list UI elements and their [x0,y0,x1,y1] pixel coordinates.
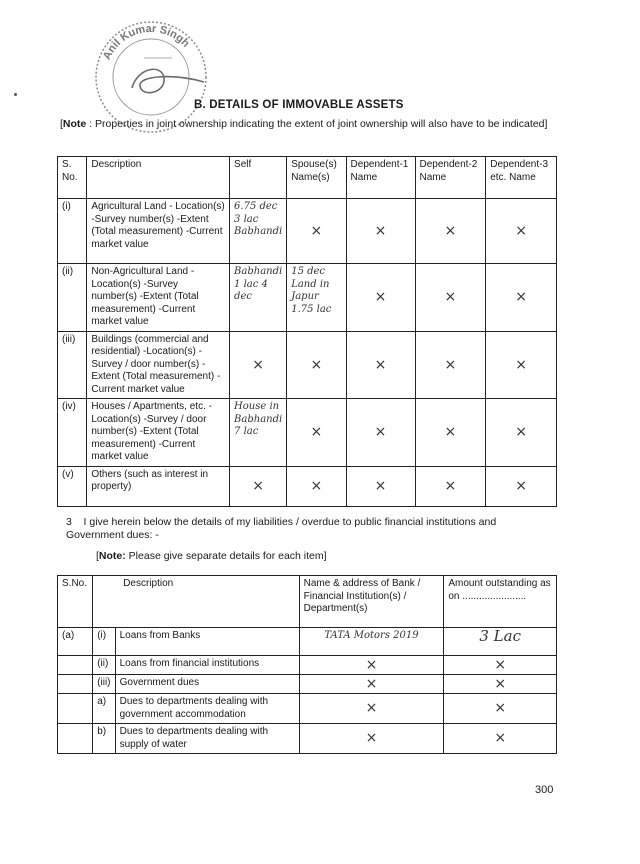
liabilities-table [57,575,557,754]
table-row [58,199,557,264]
dependent-2-entry: × [415,399,486,467]
svg-text:Anil Kumar Singh: Anil Kumar Singh [100,22,192,62]
section-title: B. DETAILS OF IMMOVABLE ASSETS [194,99,404,111]
amount-entry: × [444,694,557,724]
table-row [58,675,557,694]
table-row [58,264,557,332]
col-header-self: Self [230,157,287,199]
col-header-dependent-2: Dependent-2 Name [415,157,486,199]
self-entry: × [230,466,287,506]
bank-entry: × [299,724,444,754]
spouse-entry: × [287,199,346,264]
dependent-1-entry: × [346,331,415,399]
col-header-amount: Amount outstanding as on ....................... [444,576,557,628]
joint-ownership-note: [Note : Properties in joint ownership indicating the extent of joint ownership will also have to be indicated] [60,118,548,130]
row-description: Dues to departments dealing with supply of water [115,724,299,754]
speck [14,93,17,96]
dependent-3-entry: × [486,466,557,506]
table-row [58,628,557,656]
spouse-entry: × [287,399,346,467]
note-text: : Properties in joint ownership indicating the extent of joint ownership will also have to be indicated] [86,118,548,130]
row-sno [58,694,93,724]
row-sno: (iv) [58,399,87,467]
row-sno [58,675,93,694]
dependent-1-entry: × [346,199,415,264]
col-header-description: Description [87,157,230,199]
row-sno: (v) [58,466,87,506]
row-description: Others (such as interest in property) [87,466,230,506]
dependent-1-entry: × [346,399,415,467]
paragraph-text: I give herein below the details of my liabilities / overdue to public financial institutions and Government dues: - [66,516,497,541]
dependent-2-entry: × [415,264,486,332]
bank-entry: × [299,694,444,724]
row-sno [58,724,93,754]
table-header-row [58,157,557,199]
row-description: Loans from Banks [115,628,299,656]
amount-entry: × [444,724,557,754]
row-description: Government dues [115,675,299,694]
spouse-entry: × [287,331,346,399]
col-header-dependent-1: Dependent-1 Name [346,157,415,199]
row-sno: (ii) [58,264,87,332]
table-row [58,694,557,724]
note-label: Note [62,118,87,130]
paragraph-number: 3 [66,516,72,528]
table-row [58,656,557,675]
row-description: Houses / Apartments, etc. - Location(s) -Survey / door number(s) -Extent (Total measurement) -Current market value [87,399,230,467]
bank-entry: × [299,675,444,694]
col-header-bank: Name & address of Bank / Financial Institution(s) / Department(s) [299,576,444,628]
row-sub: (iii) [93,675,115,694]
self-entry: Babhandi 1 lac 4 dec [230,264,287,332]
dependent-3-entry: × [486,399,557,467]
col-header-description: Description [93,576,299,628]
table-row [58,331,557,399]
table-header-row [58,576,557,628]
col-header-spouse: Spouse(s) Name(s) [287,157,346,199]
dependent-3-entry: × [486,331,557,399]
dependent-3-entry: × [486,199,557,264]
row-sno: (a) [58,628,93,656]
spouse-entry: × [287,466,346,506]
row-sub: (ii) [93,656,115,675]
self-entry: House in Babhandi 7 lac [230,399,287,467]
note-text: Please give separate details for each item] [125,550,327,562]
amount-entry: × [444,675,557,694]
dependent-3-entry: × [486,264,557,332]
page-number: 300 [535,784,554,796]
bank-entry: TATA Motors 2019 [299,628,444,656]
dependent-1-entry: × [346,264,415,332]
col-header-sno: S.No. [58,576,93,628]
liabilities-paragraph [66,516,556,542]
note-label: Note: [98,550,126,562]
row-sub: (i) [93,628,115,656]
row-sub: a) [93,694,115,724]
col-header-sno: S. No. [58,157,87,199]
row-description: Non-Agricultural Land - Location(s) -Survey number(s) -Extent (Total measurement) -Current market value [87,264,230,332]
row-sno: (iii) [58,331,87,399]
separate-details-note [96,550,327,562]
amount-entry: 3 Lac [444,628,557,656]
self-entry: × [230,331,287,399]
row-sno: (i) [58,199,87,264]
row-description: Buildings (commercial and residential) -Location(s) -Survey / door number(s) -Extent (Total measurement) -Current market value [87,331,230,399]
dependent-2-entry: × [415,331,486,399]
self-entry: 6.75 dec 3 lac Babhandi [230,199,287,264]
immovable-assets-table [57,156,557,507]
dependent-1-entry: × [346,466,415,506]
note-bracket: [ [96,550,99,562]
dependent-2-entry: × [415,199,486,264]
row-description: Dues to departments dealing with government accommodation [115,694,299,724]
col-header-dependent-3: Dependent-3 etc. Name [486,157,557,199]
row-description: Agricultural Land - Location(s) -Survey number(s) -Extent (Total measurement) -Current market value [87,199,230,264]
row-description: Loans from financial institutions [115,656,299,675]
spouse-entry: 15 dec Land in Japur 1.75 lac [287,264,346,332]
row-sno [58,656,93,675]
row-sub: b) [93,724,115,754]
table-row [58,399,557,467]
bank-entry: × [299,656,444,675]
dependent-2-entry: × [415,466,486,506]
amount-entry: × [444,656,557,675]
table-row [58,724,557,754]
table-row [58,466,557,506]
